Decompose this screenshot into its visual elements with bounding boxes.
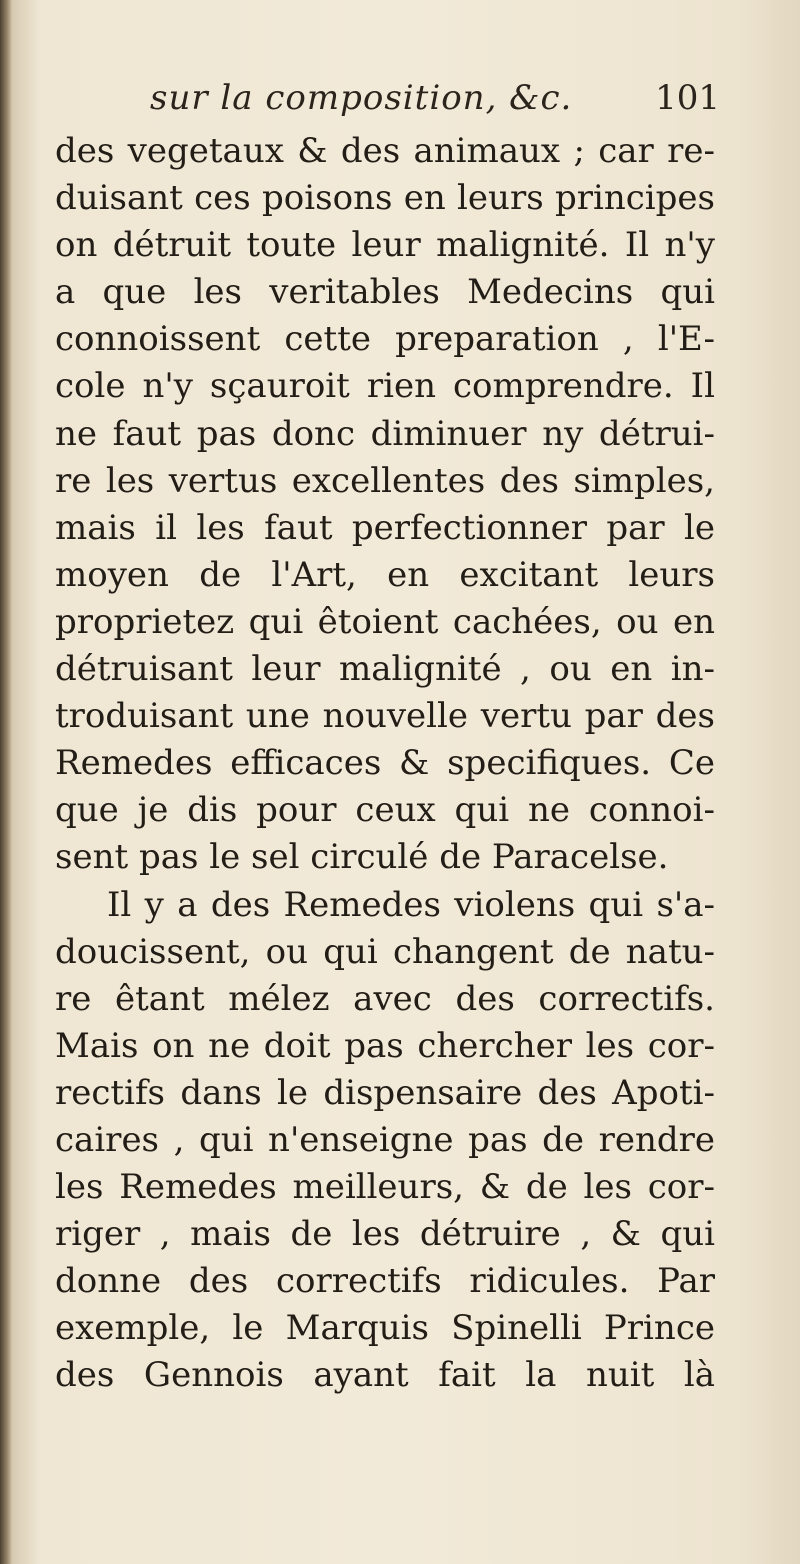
- text-line: troduisant une nouvelle vertu par des: [55, 696, 715, 737]
- text-line: que je dis pour ceux qui ne connoi-: [55, 790, 715, 831]
- text-line: des vegetaux & des animaux ; car re-: [55, 131, 715, 171]
- text-line: moyen de l'Art, en excitant leurs: [55, 554, 715, 595]
- page-gutter-shadow: [0, 0, 12, 1564]
- page-header: [150, 78, 720, 128]
- text-line: on détruit toute leur malignité. Il n'y: [55, 225, 715, 266]
- text-line: proprietez qui êtoient cachées, ou en: [55, 601, 715, 642]
- text-line: riger , mais de les détruire , & qui: [55, 1214, 715, 1255]
- text-line: les Remedes meilleurs, & de les cor-: [55, 1167, 715, 1208]
- text-line: des Gennois ayant fait la nuit là: [55, 1355, 715, 1396]
- body-text: [55, 128, 715, 1400]
- running-head: sur la composition, &c.: [150, 78, 573, 118]
- text-line: Remedes efficaces & specifiques. Ce: [55, 743, 715, 784]
- paragraph-start-line: Il y a des Remedes violens qui s'a-: [107, 884, 715, 925]
- text-line: cole n'y sçauroit rien comprendre. Il: [55, 366, 715, 407]
- text-line: rectifs dans le dispensaire des Apoti-: [55, 1072, 715, 1113]
- text-line: détruisant leur malignité , ou en in-: [55, 649, 715, 690]
- text-line: donne des correctifs ridicules. Par: [55, 1261, 715, 1302]
- text-line: connoissent cette preparation , l'E-: [55, 319, 715, 360]
- text-line: re êtant mélez avec des correctifs.: [55, 978, 715, 1019]
- text-line: doucissent, ou qui changent de natu-: [55, 931, 715, 972]
- text-line: re les vertus excellentes des simples,: [55, 460, 715, 501]
- page-number: 101: [655, 78, 720, 118]
- text-line: Mais on ne doit pas chercher les cor-: [55, 1025, 715, 1066]
- paragraph-end-line: sent pas le sel circulé de Paracelse.: [55, 837, 669, 878]
- text-line: mais il les faut perfectionner par le: [55, 507, 715, 548]
- text-line: caires , qui n'enseigne pas de rendre: [55, 1119, 715, 1160]
- text-line: exemple, le Marquis Spinelli Prince: [55, 1308, 715, 1349]
- text-line: duisant ces poisons en leurs principes: [55, 178, 715, 219]
- text-line: ne faut pas donc diminuer ny détrui-: [55, 413, 715, 454]
- text-line: a que les veritables Medecins qui: [55, 272, 715, 313]
